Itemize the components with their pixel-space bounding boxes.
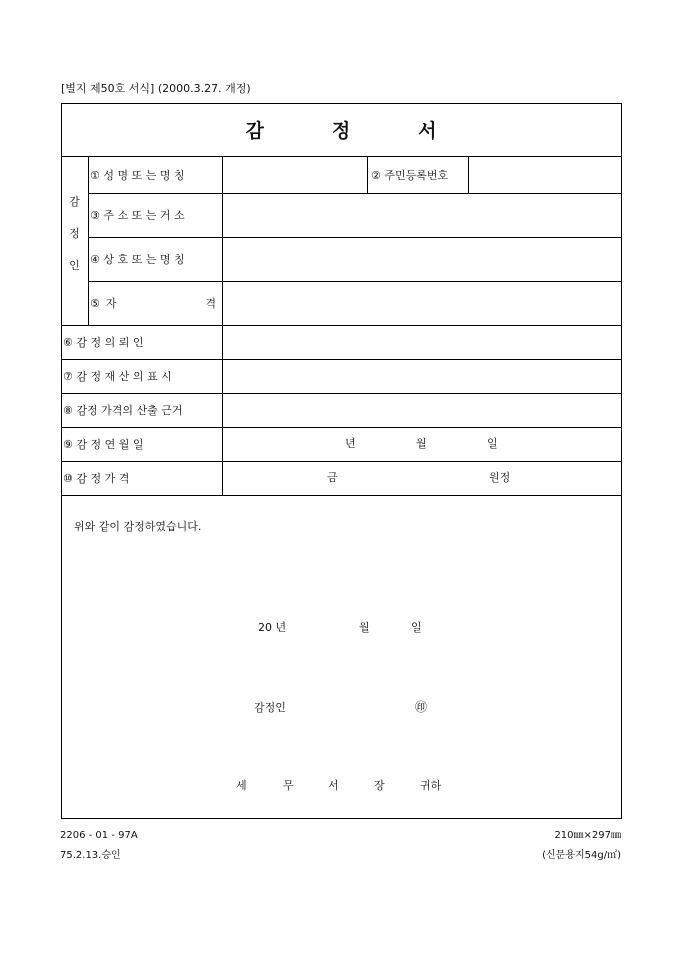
- resident-number-field[interactable]: [469, 157, 621, 193]
- sign-date-year: 20 년: [258, 621, 287, 634]
- form-number: [별지 제50호 서식] (2000.3.27. 개정): [61, 82, 251, 95]
- qualification-label: [90, 281, 216, 325]
- approval-date: 75.2.13.승인: [60, 850, 121, 861]
- paper-spec: (신문용지54g/㎡): [542, 850, 621, 861]
- price-prefix: 금: [327, 471, 338, 484]
- address-field[interactable]: [223, 194, 621, 237]
- addressee-char: 세: [236, 779, 247, 792]
- basis-label: ⑧ 감정 가격의 산출 근거: [63, 404, 183, 417]
- addressee-char: 무: [283, 779, 294, 792]
- date-year: 년: [345, 437, 356, 450]
- price-label: ⑩ 감 정 가 격: [63, 472, 130, 485]
- paper-size: 210㎜×297㎜: [554, 830, 621, 841]
- name-field[interactable]: [223, 157, 366, 193]
- qualification-char: 자: [105, 297, 117, 310]
- address-label: ③ 주 소 또 는 거 소: [90, 209, 185, 222]
- form-title: [61, 103, 621, 156]
- requester-field[interactable]: [223, 326, 621, 359]
- date-day: 일: [487, 437, 498, 450]
- title-char: 서: [418, 120, 437, 142]
- rule: [88, 156, 89, 325]
- sign-date-month: 월: [359, 621, 370, 634]
- date-label: ⑨ 감 정 연 월 일: [63, 438, 144, 451]
- sign-date-day: 일: [411, 621, 422, 634]
- title-char: 감: [245, 120, 264, 142]
- property-field[interactable]: [223, 360, 621, 393]
- date-month: 월: [416, 437, 427, 450]
- resident-number-label: ② 주민등록번호: [371, 168, 449, 182]
- property-label: ⑦ 감 정 재 산 의 표 시: [63, 370, 172, 383]
- rule: [367, 156, 368, 193]
- trade-name-field[interactable]: [223, 238, 621, 281]
- seal-mark: ㊞: [415, 700, 428, 714]
- addressee-suffix: 귀하: [420, 779, 442, 792]
- statement-text: 위와 같이 감정하였습니다.: [74, 520, 202, 533]
- circled-number: ⑤: [90, 296, 100, 310]
- group-char: 감: [69, 195, 80, 208]
- qualification-char: 격: [205, 297, 216, 310]
- signer-label: 감정인: [254, 701, 286, 714]
- requester-label: ⑥ 감 정 의 뢰 인: [63, 336, 144, 349]
- date-field[interactable]: [223, 428, 621, 461]
- name-label: ① 성 명 또 는 명 칭: [90, 168, 185, 182]
- price-field[interactable]: [223, 462, 621, 495]
- group-char: 정: [69, 227, 80, 240]
- basis-field[interactable]: [223, 394, 621, 427]
- addressee-char: 서: [328, 779, 339, 792]
- appraiser-group-label: [61, 186, 88, 282]
- group-char: 인: [69, 259, 80, 272]
- price-suffix: 원정: [489, 471, 511, 484]
- rule: [61, 495, 622, 496]
- form-code: 2206 - 01 - 97A: [60, 830, 138, 841]
- title-char: 정: [331, 120, 351, 142]
- trade-name-label: ④ 상 호 또 는 명 칭: [90, 253, 185, 266]
- qualification-field[interactable]: [223, 282, 621, 325]
- addressee-char: 장: [374, 779, 385, 792]
